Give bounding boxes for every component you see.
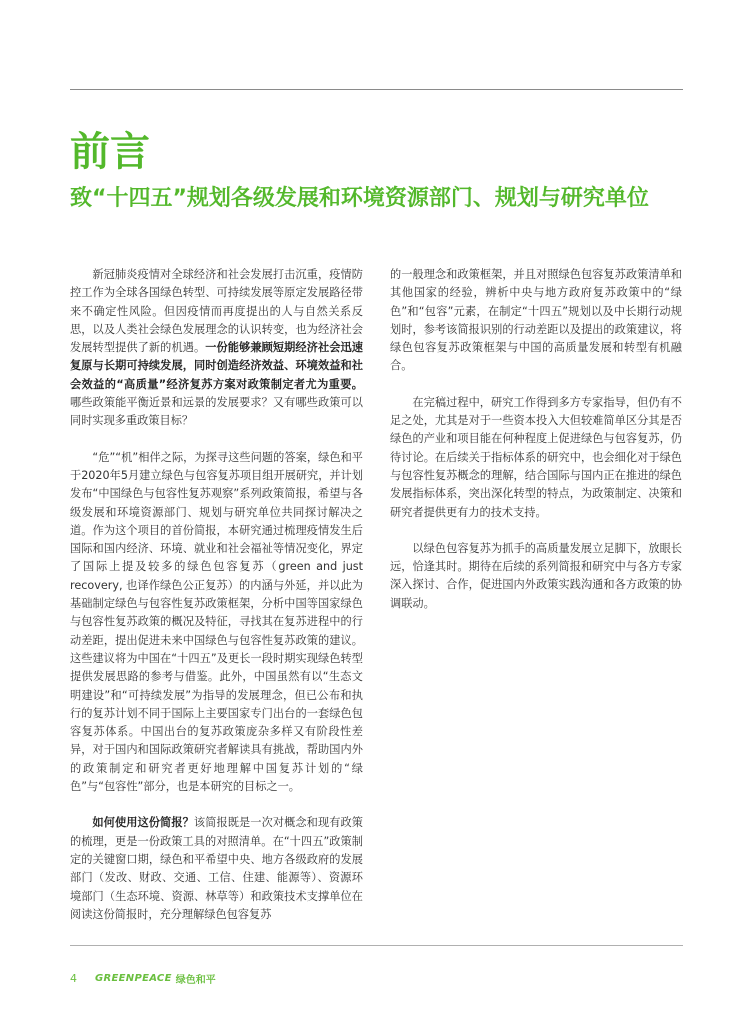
intro-text-b: 哪些政策能平衡近景和远景的发展要求？又有哪些政策可以同时实现多重政策目标？ [70, 396, 363, 428]
left-column [70, 266, 363, 942]
intro-paragraph [70, 266, 363, 431]
usage-text: 该简报既是一次对概念和现有政策的梳理，更是一份政策工具的对照清单。在“十四五”政策制定的关键窗口期，绿色和平希望中央、地方各级政府的发展部门（发改、财政、交通、工信、住建、能源等）、资源环境部门（生态环境、资源、林草等）和政策技术支撑单位在阅读这份简报时，充分理解绿色包容复苏 [70, 816, 363, 921]
intro-bold-text: 一份能够兼顾短期经济社会迅速复原与长期可持续发展，同时创造经济效益、环境效益和社会效益的“高质量”经济复苏方案对政策制定者尤为重要。 [70, 341, 363, 391]
acknowledgement-paragraph: 在完稿过程中，研究工作得到多方专家指导，但仍有不足之处，尤其是对于一些资本投入大但较难简单区分其是否绿色的产业和项目能在何种程度上促进绿色与包容复苏，仍待讨论。在后续关于指标体系的研究中，也会细化对于绿色与包容性复苏概念的理解，结合国际与国内正在推进的绿色发展指标体系，突出深化转型的特点，为政策制定、决策和研究者提供更有力的技术支持。 [390, 395, 682, 519]
footer-rule [70, 945, 683, 946]
right-column [390, 266, 682, 631]
page-subtitle: 致“十四五”规划各级发展和环境资源部门、规划与研究单位 [70, 186, 649, 211]
page-number: 4 [70, 971, 77, 985]
outlook-paragraph: 以绿色包容复苏为抓手的高质量发展立足脚下，放眼长远，恰逢其时。期待在后续的系列简报和研究中与各方专家深入探讨、合作，促进国内外政策实践沟通和各方政策的协调联动。 [390, 541, 682, 610]
usage-paragraph [70, 814, 363, 924]
page-title: 前言 [70, 129, 150, 175]
intro-text-a: 新冠肺炎疫情对全球经济和社会发展打击沉重，疫情防控工作为全球各国绿色转型、可持续发展等原定发展路径带来不确定性风险。但因疫情而再度提出的人与自然关系反思，以及人类社会绿色发展理念的认识转变，也为经济社会发展转型提供了新的机遇。 [70, 268, 363, 355]
logo-text-en: GREENPEACE [95, 972, 172, 984]
project-paragraph: “危”“机”相伴之际，为探寻这些问题的答案，绿色和平于2020年5月建立绿色与包容复苏项目组开展研究，并计划发布“中国绿色与包容性复苏观察”系列政策简报，希望与各级发展和环境资源部门、规划与研究单位共同探讨解决之道。作为这个项目的首份简报，本研究通过梳理疫情发生后国际和国内经济、环境、就业和社会福祉等情况变化，界定了国际上提及较多的绿色包容复苏（green and just recovery, 也译作绿色公正复苏）的内涵与外延，并以此为基础制定绿色与包容性复苏政策框架，分析中国等国家绿色与包容性复苏政策的概况及特征，寻找其在复苏进程中的行动差距，提出促进未来中国绿色与包容性复苏政策的建议。这些建议将为中国在“十四五”及更长一段时期实现绿色转型提供发展思路的参考与借鉴。此外，中国虽然有以“生态文明建设”和“可持续发展”为指导的发展理念，但已公布和执行的复苏计划不同于国际上主要国家专门出台的一套绿色包容复苏体系。中国出台的复苏政策庞杂多样又有阶段性差异，对于国内和国际政策研究者解读具有挑战，帮助国内外的政策制定和研究者更好地理解中国复苏计划的“绿色”与“包容性”部分，也是本研究的目标之一。 [70, 450, 363, 794]
logo-text-cn: 绿色和平 [175, 974, 216, 986]
page-footer [70, 968, 216, 988]
framework-paragraph: 的一般理念和政策框架，并且对照绿色包容复苏政策清单和其他国家的经验，辨析中央与地方政府复苏政策中的“绿色”和“包容”元素，在制定“十四五”规划以及中长期行动规划时，参考该简报识别的行动差距以及提出的政策建议，将绿色包容复苏政策框架与中国的高质量发展和转型有机融合。 [390, 268, 682, 373]
greenpeace-logo [95, 971, 216, 986]
header-rule [70, 89, 683, 90]
usage-bold-question: 如何使用这份简报？ [92, 816, 194, 830]
